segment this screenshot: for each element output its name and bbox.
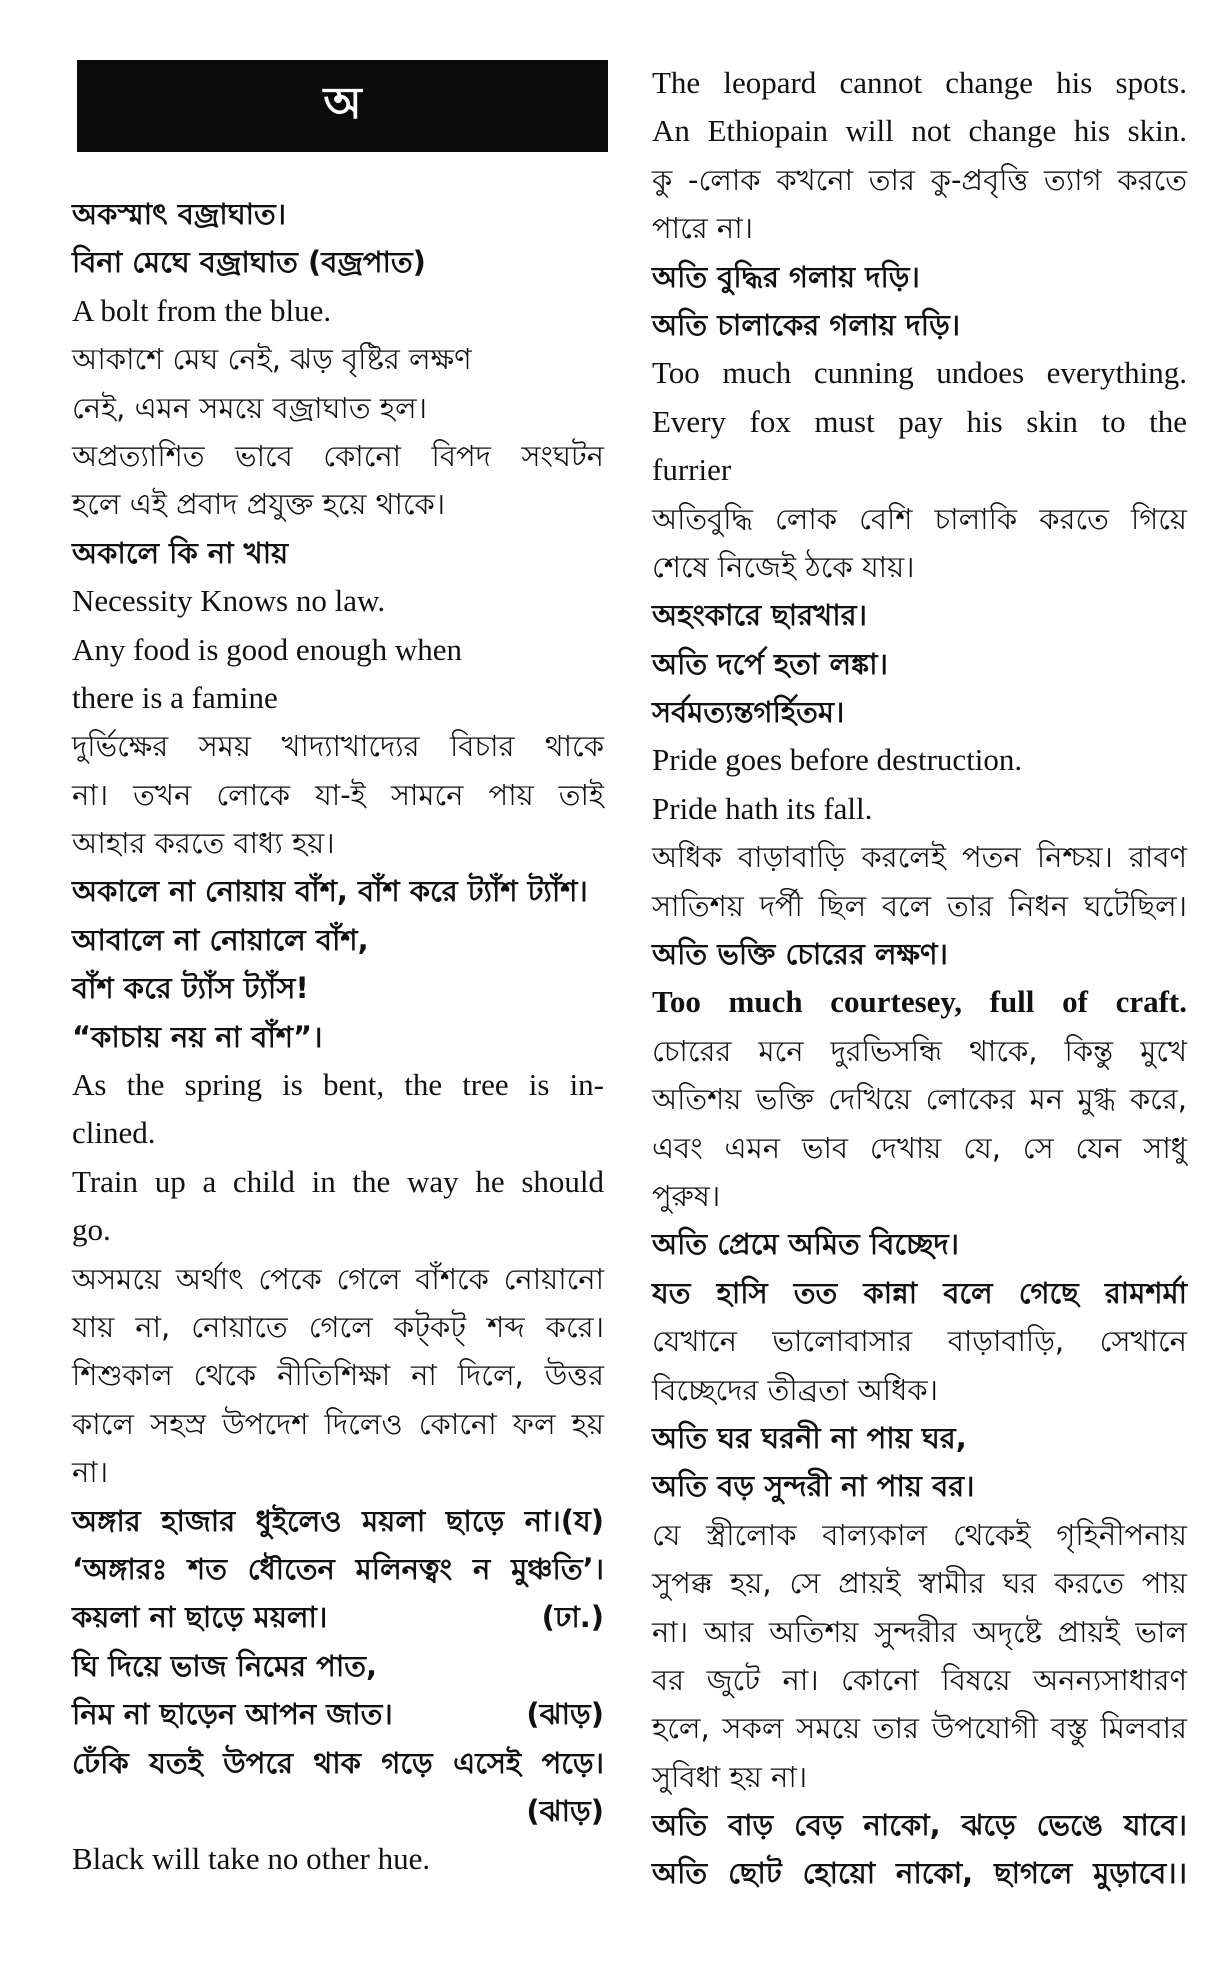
explanation-line xyxy=(652,156,1187,204)
line-text: শিশুকাল থেকে নীতিশিক্ষা না দিলে, উত্তর xyxy=(72,1358,604,1393)
explanation-line xyxy=(652,1075,1187,1123)
proverb-line xyxy=(652,253,1187,301)
line-text: বিনা মেঘে বজ্রাঘাত (বজ্রপাত) xyxy=(72,245,426,280)
section-letter: অ xyxy=(323,77,362,129)
explanation-line xyxy=(652,1366,1187,1414)
english-equivalent-line xyxy=(652,349,1187,397)
line-text: বিচ্ছেদের তীব্রতা অধিক। xyxy=(652,1372,938,1407)
line-text: The leopard cannot change his spots. xyxy=(652,65,1187,100)
proverb-line xyxy=(72,1642,604,1690)
source-tag: (ঢা.) xyxy=(541,1600,604,1635)
english-equivalent-line xyxy=(72,626,604,674)
line-text: সুবিধা হয় না। xyxy=(652,1759,808,1794)
english-equivalent-line xyxy=(72,1206,604,1254)
line-text: যেখানে ভালোবাসার বাড়াবাড়ি, সেখানে xyxy=(652,1324,1187,1359)
explanation-line xyxy=(72,722,604,770)
explanation-line xyxy=(652,1027,1187,1075)
english-equivalent-line xyxy=(652,107,1187,155)
line-text: অতি ঘর ঘরনী না পায় ঘর, xyxy=(652,1420,967,1455)
explanation-line xyxy=(72,1351,604,1399)
line-text: ঘি দিয়ে ভাজ নিমের পাত, xyxy=(72,1648,378,1683)
line-text: এবং এমন ভাব দেখায় যে, সে যেন সাধু xyxy=(652,1130,1187,1165)
line-text: Too much courtesey, full of craft. xyxy=(652,984,1187,1020)
line-text: furrier xyxy=(652,452,732,488)
line-text: Pride goes before destruction. xyxy=(652,742,1023,778)
line-text: হলে এই প্রবাদ প্রযুক্ত হয়ে থাকে। xyxy=(72,487,446,522)
english-equivalent-line xyxy=(72,1158,604,1206)
proverb-line xyxy=(72,916,604,964)
explanation-line xyxy=(652,204,1187,252)
line-text: Train up a child in the way he should xyxy=(72,1163,604,1199)
explanation-line xyxy=(72,819,604,867)
explanation-line xyxy=(652,1317,1187,1365)
proverb-line xyxy=(72,1593,604,1641)
line-text: (ঝাড়) xyxy=(526,1793,604,1828)
line-text: বাঁশ করে ট্যাঁস ট্যাঁস! xyxy=(72,971,309,1006)
line-text: অতিশয় ভক্তি দেখিয়ে লোকের মন মুগ্ধ করে, xyxy=(652,1082,1187,1117)
explanation-line xyxy=(652,543,1187,591)
explanation-line xyxy=(72,1448,604,1496)
line-text: চোরের মনে দুরভিসন্ধি থাকে, কিন্তু মুখে xyxy=(652,1033,1187,1068)
line-text: বর জুটে না। কোনো বিষয়ে অনন্যসাধারণ xyxy=(652,1662,1187,1697)
line-text: আহার করতে বাধ্য হয়। xyxy=(72,826,335,861)
explanation-line xyxy=(652,1511,1187,1559)
english-equivalent-line xyxy=(72,577,604,625)
proverb-line xyxy=(652,1269,1187,1317)
proverb-line xyxy=(652,1801,1187,1849)
line-text: অতি বাড় বেড় নাকো, ঝড়ে ভেঙে যাবে। xyxy=(652,1808,1187,1843)
explanation-line xyxy=(652,1704,1187,1752)
explanation-line xyxy=(652,1608,1187,1656)
line-text: ঢেঁকি যতই উপরে থাক গড়ে এসেই পড়ে। xyxy=(72,1745,604,1780)
line-text: সুপক্ক হয়, সে প্রায়ই স্বামীর ঘর করতে পায় xyxy=(652,1566,1187,1601)
english-equivalent-line xyxy=(652,785,1187,833)
line-text: Pride hath its fall. xyxy=(652,790,873,826)
line-text: অতি প্রেমে অমিত বিচ্ছেদ। xyxy=(652,1227,960,1262)
english-equivalent-line xyxy=(72,1835,604,1883)
proverb-line xyxy=(652,930,1187,978)
line-text: যায় না, নোয়াতে গেলে কট্‌কট্‌ শব্দ করে। xyxy=(72,1309,604,1344)
explanation-line xyxy=(72,480,604,528)
line-text: অকালে কি না খায় xyxy=(72,535,289,570)
line-text: দুর্ভিক্ষের সময় খাদ্যাখাদ্যের বিচার থাকে xyxy=(72,729,604,764)
line-text: অতি চালাকের গলায় দড়ি। xyxy=(652,307,961,342)
line-text: As the spring is bent, the tree is in- xyxy=(72,1067,604,1103)
right-column xyxy=(652,59,1187,1898)
line-text: নিম না ছাড়েন আপন জাত। xyxy=(72,1697,393,1732)
line-text: ‘অঙ্গারঃ শত ধৌতেন মলিনত্বং ন মুঞ্চতি’। xyxy=(72,1551,604,1586)
proverb-line xyxy=(652,640,1187,688)
proverb-line xyxy=(72,1690,604,1738)
line-text: আবালে না নোয়ালে বাঁশ, xyxy=(72,922,369,957)
line-text: অহংকারে ছারখার। xyxy=(652,598,867,633)
line-text: অতি বড় সুন্দরী না পায় বর। xyxy=(652,1469,975,1504)
proverb-line xyxy=(652,688,1187,736)
line-text: নেই, এমন সময়ে বজ্রাঘাত হল। xyxy=(72,390,428,425)
explanation-line xyxy=(72,432,604,480)
explanation-line xyxy=(72,335,604,383)
line-text: go. xyxy=(72,1212,111,1248)
line-text: Black will take no other hue. xyxy=(72,1841,431,1877)
proverb-line xyxy=(72,964,604,1012)
proverb-line xyxy=(72,1013,604,1061)
line-text: পুরুষ। xyxy=(652,1178,721,1213)
line-text: কয়লা না ছাড়ে ময়লা। xyxy=(72,1600,328,1635)
line-text: অকস্মাৎ বজ্রাঘাত। xyxy=(72,197,287,231)
english-equivalent-line xyxy=(652,59,1187,107)
explanation-line xyxy=(652,833,1187,881)
line-text: অতি ছোট হোয়ো নাকো, ছাগলে মুড়াবে।। xyxy=(652,1856,1187,1891)
source-tag: (ঝাড়) xyxy=(526,1697,604,1732)
proverb-line xyxy=(72,238,604,286)
line-text: অপ্রত্যাশিত ভাবে কোনো বিপদ সংঘটন xyxy=(72,438,604,473)
line-text: সর্বমত্যন্তগর্হিতম। xyxy=(652,695,845,730)
line-text: অতি দর্পে হতা লঙ্কা। xyxy=(652,646,888,681)
line-text: clined. xyxy=(72,1115,156,1151)
explanation-line xyxy=(72,1303,604,1351)
line-text: অধিক বাড়াবাড়ি করলেই পতন নিশ্চয়। রাবণ xyxy=(652,840,1187,875)
english-equivalent-line xyxy=(72,1061,604,1109)
explanation-line xyxy=(652,1124,1187,1172)
line-text: “কাচায় নয় না বাঁশ”। xyxy=(72,1019,323,1054)
explanation-line xyxy=(652,1753,1187,1801)
line-text: A bolt from the blue. xyxy=(72,292,332,328)
line-text: হলে, সকল সময়ে তার উপযোগী বস্তু মিলবার xyxy=(652,1711,1187,1746)
proverb-line xyxy=(652,1220,1187,1268)
line-text: অকালে না নোয়ায় বাঁশ, বাঁশ করে ট্যাঁশ ট্যাঁশ। xyxy=(72,874,588,909)
explanation-line xyxy=(72,1400,604,1448)
proverb-line xyxy=(72,529,604,577)
english-equivalent-line xyxy=(652,736,1187,784)
proverb-line xyxy=(72,1545,604,1593)
explanation-line xyxy=(652,882,1187,930)
line-text: যে স্ত্রীলোক বাল্যকাল থেকেই গৃহিনীপনায় xyxy=(652,1517,1187,1552)
line-text: there is a famine xyxy=(72,679,278,715)
explanation-line xyxy=(72,771,604,819)
line-text: অতিবুদ্ধি লোক বেশি চালাকি করতে গিয়ে xyxy=(652,501,1187,536)
line-text: পারে না। xyxy=(652,211,754,246)
english-equivalent-line xyxy=(72,674,604,722)
line-text: সাতিশয় দর্পী ছিল বলে তার নিধন ঘটেছিল। xyxy=(652,888,1187,923)
english-equivalent-line xyxy=(652,978,1187,1026)
line-text: না। তখন লোকে যা-ই সামনে পায় তাই xyxy=(72,777,604,812)
line-text: শেষে নিজেই ঠকে যায়। xyxy=(652,549,915,584)
explanation-line xyxy=(652,1559,1187,1607)
english-equivalent-line xyxy=(72,287,604,335)
line-text: অতি বুদ্ধির গলায় দড়ি। xyxy=(652,259,920,294)
line-text: না। xyxy=(72,1455,109,1490)
line-text: না। আর অতিশয় সুন্দরীর অদৃষ্টে প্রায়ই ভাল xyxy=(652,1614,1187,1649)
line-text: অতি ভক্তি চোরের লক্ষণ। xyxy=(652,937,948,972)
line-text: Any food is good enough when xyxy=(72,631,463,667)
explanation-line xyxy=(652,1656,1187,1704)
english-equivalent-line xyxy=(652,446,1187,494)
explanation-line xyxy=(652,1172,1187,1220)
line-text: Every fox must pay his skin to the xyxy=(652,403,1187,439)
line-text: অঙ্গার হাজার ধুইলেও ময়লা ছাড়ে না।(য) xyxy=(72,1503,604,1538)
proverb-line xyxy=(652,1414,1187,1462)
line-text: অসময়ে অর্থাৎ পেকে গেলে বাঁশকে নোয়ানো xyxy=(72,1261,604,1296)
proverb-line xyxy=(652,1849,1187,1897)
section-header-banner xyxy=(77,60,608,152)
proverb-line xyxy=(72,867,604,915)
english-equivalent-line xyxy=(72,1109,604,1157)
proverb-line xyxy=(72,190,604,238)
proverb-line xyxy=(652,1462,1187,1510)
english-equivalent-line xyxy=(652,398,1187,446)
line-text: Too much cunning undoes everything. xyxy=(652,355,1187,391)
line-text: Necessity Knows no law. xyxy=(72,583,386,619)
line-text: আকাশে মেঘ নেই, ঝড় বৃষ্টির লক্ষণ xyxy=(72,342,472,377)
line-text: কালে সহস্র উপদেশ দিলেও কোনো ফল হয় xyxy=(72,1406,604,1441)
explanation-line xyxy=(652,495,1187,543)
proverb-line xyxy=(652,301,1187,349)
proverb-line xyxy=(652,591,1187,639)
line-text: যত হাসি তত কান্না বলে গেছে রামশর্মা xyxy=(652,1275,1187,1310)
left-column xyxy=(72,190,604,1884)
proverb-line xyxy=(72,1739,604,1787)
line-text: কু -লোক কখনো তার কু-প্রবৃত্তি ত্যাগ করতে xyxy=(652,162,1187,197)
proverb-line xyxy=(72,1787,604,1835)
explanation-line xyxy=(72,384,604,432)
line-text: An Ethiopain will not change his skin. xyxy=(652,113,1187,149)
explanation-line xyxy=(72,1255,604,1303)
proverb-line xyxy=(72,1497,604,1545)
